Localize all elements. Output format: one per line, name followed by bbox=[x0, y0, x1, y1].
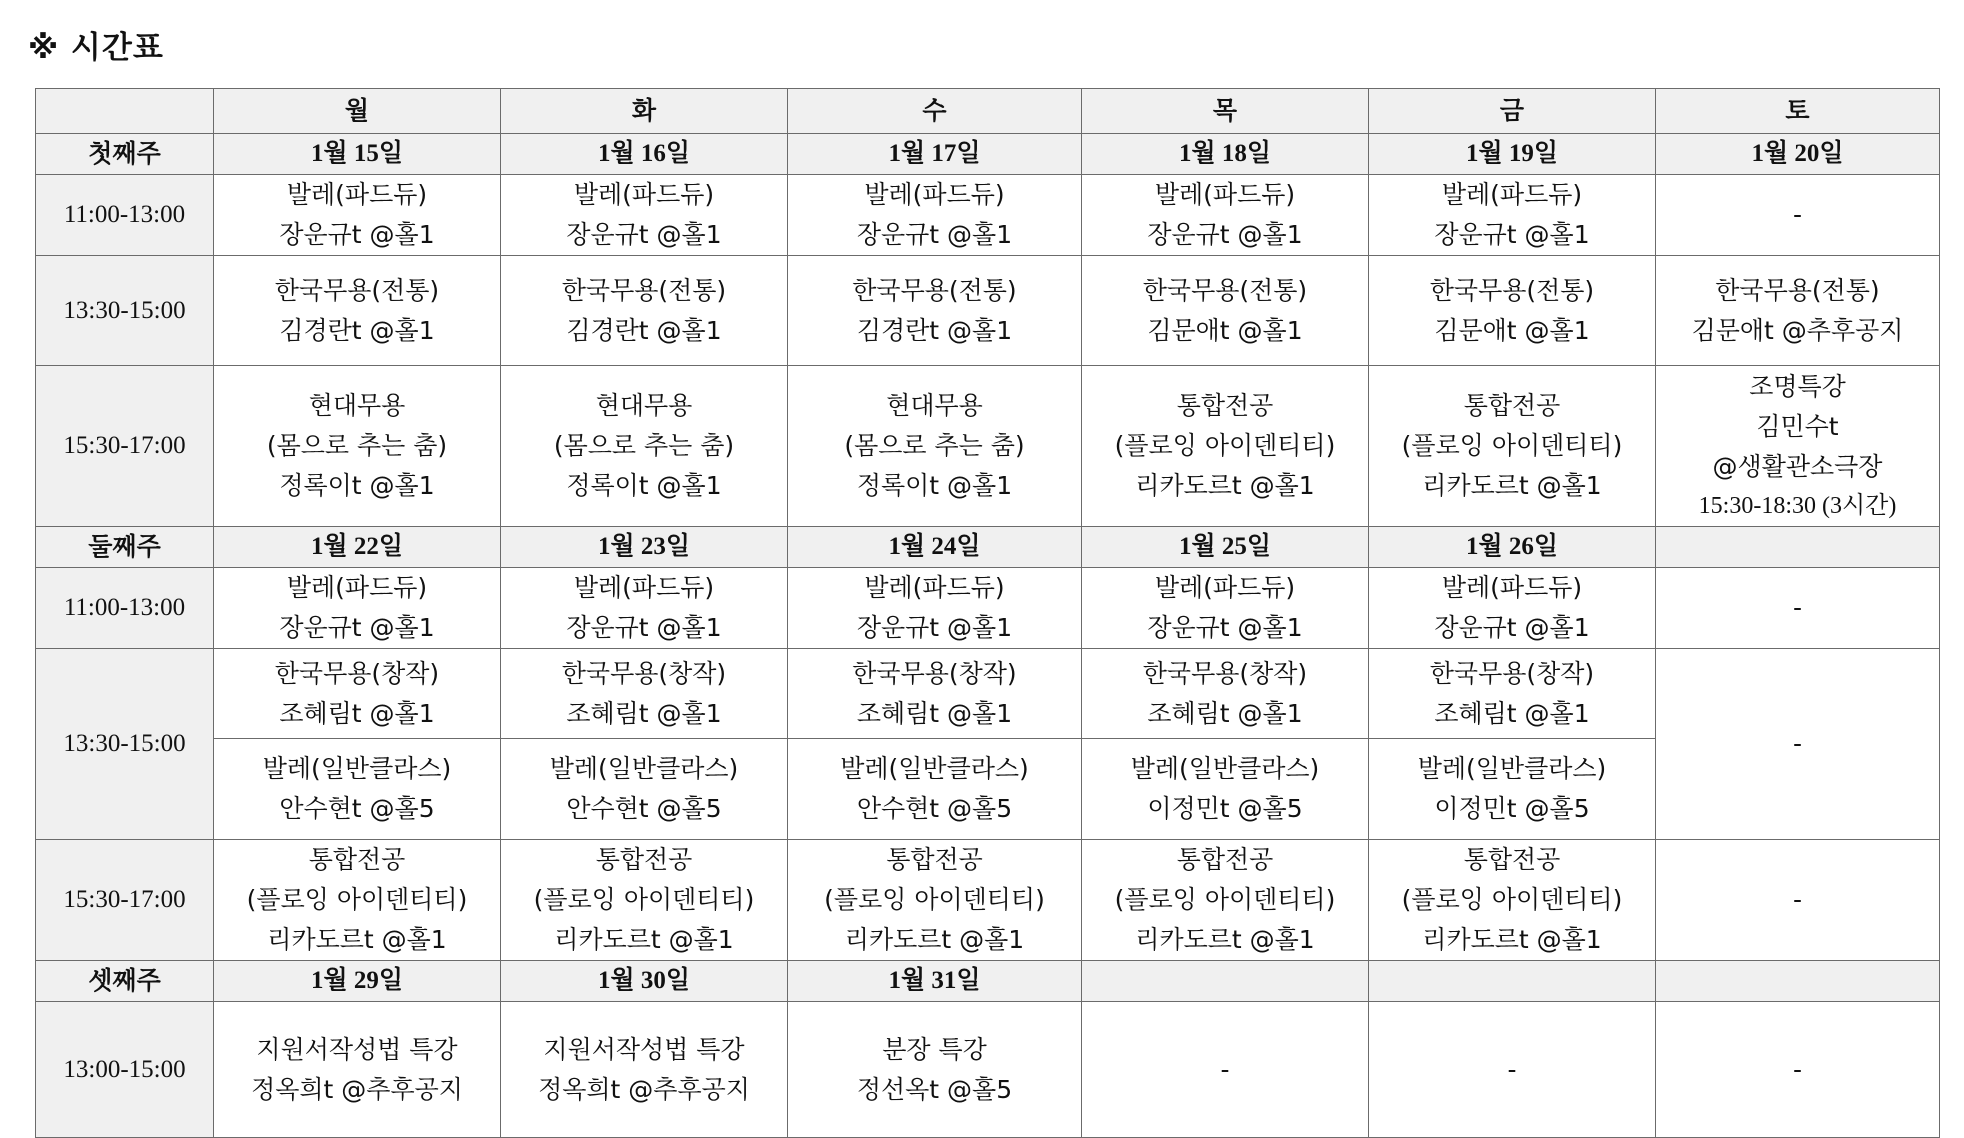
date-cell: 1월 15일 bbox=[214, 134, 501, 175]
date-cell bbox=[1656, 961, 1940, 1002]
class-line: - bbox=[1220, 1054, 1230, 1084]
class-line: 리카도르t @홀1 bbox=[267, 925, 447, 954]
date-cell: 1월 17일 bbox=[788, 134, 1082, 175]
class-line: (몸으로 추는 춤) bbox=[553, 431, 735, 460]
class-cell bbox=[1369, 649, 1656, 739]
week-label: 첫째주 bbox=[36, 134, 214, 175]
class-line: 한국무용(창작) bbox=[274, 658, 440, 688]
class-line: 김경란t @홀1 bbox=[566, 315, 722, 345]
class-cell bbox=[1082, 840, 1369, 961]
time-slot: 13:30-15:00 bbox=[36, 256, 214, 366]
class-line: 통합전공 bbox=[886, 845, 983, 874]
class-line: (플로잉 아이덴티티) bbox=[1114, 431, 1336, 460]
class-cell bbox=[1082, 256, 1369, 366]
class-cell bbox=[1082, 649, 1369, 739]
timetable bbox=[35, 88, 1940, 1138]
date-cell: 1월 26일 bbox=[1369, 527, 1656, 568]
class-line: 안수현t @홀5 bbox=[279, 794, 435, 823]
class-line: 발레(파드듀) bbox=[573, 573, 715, 602]
date-cell: 1월 31일 bbox=[788, 961, 1082, 1002]
class-cell bbox=[501, 175, 788, 256]
corner-cell bbox=[36, 89, 214, 134]
week-row bbox=[36, 527, 1940, 568]
class-cell bbox=[1082, 366, 1369, 527]
class-line: 발레(일반클라스) bbox=[262, 754, 452, 783]
date-cell: 1월 25일 bbox=[1082, 527, 1369, 568]
class-cell bbox=[1656, 1002, 1940, 1138]
day-header: 금 bbox=[1369, 89, 1656, 134]
time-slot: 11:00-13:00 bbox=[36, 175, 214, 256]
class-line: 장운규t @홀1 bbox=[566, 613, 722, 642]
class-line: 통합전공 bbox=[1463, 845, 1561, 874]
date-cell: 1월 23일 bbox=[501, 527, 788, 568]
class-row bbox=[36, 568, 1940, 649]
class-cell bbox=[1369, 366, 1656, 527]
class-cell bbox=[501, 840, 788, 961]
date-cell bbox=[1369, 961, 1656, 1002]
class-line: 리카도르t @홀1 bbox=[1422, 925, 1602, 954]
class-cell bbox=[1082, 1002, 1369, 1138]
day-header-row bbox=[36, 89, 1940, 134]
class-cell bbox=[501, 739, 788, 840]
class-line: 안수현t @홀5 bbox=[856, 794, 1013, 823]
date-cell: 1월 24일 bbox=[788, 527, 1082, 568]
class-line: 발레(일반클라스) bbox=[1130, 754, 1320, 783]
class-line: 장운규t @홀1 bbox=[856, 220, 1013, 249]
class-line: 장운규t @홀1 bbox=[856, 613, 1013, 642]
time-slot: 15:30-17:00 bbox=[36, 840, 214, 961]
class-cell bbox=[1656, 840, 1940, 961]
class-line: 장운규t @홀1 bbox=[566, 220, 722, 249]
class-cell bbox=[1369, 175, 1656, 256]
class-line: 한국무용(창작) bbox=[1142, 658, 1308, 688]
class-row bbox=[36, 175, 1940, 256]
date-cell: 1월 22일 bbox=[214, 527, 501, 568]
class-line: 정옥희t @추후공지 bbox=[251, 1074, 463, 1104]
date-cell bbox=[1656, 527, 1940, 568]
class-line: (플로잉 아이덴티티) bbox=[824, 885, 1045, 914]
class-line: 장운규t @홀1 bbox=[1147, 220, 1303, 249]
class-cell bbox=[788, 649, 1082, 739]
class-line: 조혜림t @홀1 bbox=[1434, 698, 1590, 728]
class-line: 발레(파드듀) bbox=[864, 180, 1005, 209]
class-line: 장운규t @홀1 bbox=[279, 613, 435, 642]
class-line: (몸으로 추는 춤) bbox=[844, 431, 1025, 460]
class-cell: - bbox=[1656, 649, 1940, 840]
class-line: 15:30-18:30 (3시간) bbox=[1698, 492, 1897, 519]
class-line: 발레(파드듀) bbox=[1154, 573, 1296, 602]
class-line: 리카도르t @홀1 bbox=[844, 925, 1025, 954]
class-line: 김문애t @홀1 bbox=[1147, 315, 1303, 345]
class-cell bbox=[1656, 256, 1940, 366]
class-line: 정옥희t @추후공지 bbox=[538, 1074, 750, 1104]
class-line: 조혜림t @홀1 bbox=[279, 698, 435, 728]
class-line: - bbox=[1507, 1054, 1517, 1084]
class-line: 현대무용 bbox=[595, 391, 693, 420]
class-cell bbox=[1082, 739, 1369, 840]
class-line: 김문애t @홀1 bbox=[1434, 315, 1590, 345]
class-line: 분장 특강 bbox=[882, 1034, 987, 1064]
week-label: 셋째주 bbox=[36, 961, 214, 1002]
class-cell bbox=[788, 175, 1082, 256]
class-cell bbox=[214, 840, 501, 961]
time-slot: 13:00-15:00 bbox=[36, 1002, 214, 1138]
class-line: 김민수t bbox=[1756, 411, 1839, 441]
class-line: - bbox=[1792, 885, 1803, 914]
week-label: 둘째주 bbox=[36, 527, 214, 568]
class-line: 발레(파드듀) bbox=[1441, 180, 1583, 209]
date-cell: 1월 30일 bbox=[501, 961, 788, 1002]
class-line: - bbox=[1792, 200, 1803, 229]
class-cell bbox=[501, 256, 788, 366]
class-line: 리카도르t @홀1 bbox=[1422, 471, 1602, 500]
class-line: 조혜림t @홀1 bbox=[566, 698, 722, 728]
class-line: 장운규t @홀1 bbox=[279, 220, 435, 249]
class-line: 통합전공 bbox=[1176, 391, 1274, 420]
class-line: @생활관소극장 bbox=[1712, 451, 1883, 481]
class-line: 지원서작성법 특강 bbox=[543, 1034, 745, 1064]
class-cell bbox=[214, 256, 501, 366]
time-slot: 13:30-15:00 bbox=[36, 649, 214, 840]
class-line: (플로잉 아이덴티티) bbox=[533, 885, 755, 914]
class-line: 조혜림t @홀1 bbox=[856, 698, 1013, 728]
class-row bbox=[36, 1002, 1940, 1138]
class-line: 발레(일반클라스) bbox=[1417, 754, 1607, 783]
class-cell bbox=[501, 568, 788, 649]
class-line: 리카도르t @홀1 bbox=[554, 925, 734, 954]
class-cell bbox=[1082, 175, 1369, 256]
class-row bbox=[36, 840, 1940, 961]
class-line: 발레(파드듀) bbox=[1154, 180, 1296, 209]
class-line: 발레(일반클라스) bbox=[549, 754, 739, 783]
class-line: 지원서작성법 특강 bbox=[256, 1034, 458, 1064]
class-line: 발레(파드듀) bbox=[864, 573, 1005, 602]
class-line: (플로잉 아이덴티티) bbox=[1401, 885, 1623, 914]
class-line: 한국무용(전통) bbox=[1142, 275, 1308, 305]
class-cell bbox=[788, 366, 1082, 527]
class-line: (플로잉 아이덴티티) bbox=[1114, 885, 1336, 914]
class-line: 정록이t @홀1 bbox=[279, 471, 435, 500]
class-cell bbox=[214, 568, 501, 649]
class-line: 발레(일반클라스) bbox=[840, 754, 1029, 783]
class-line: 한국무용(전통) bbox=[1429, 275, 1595, 305]
class-cell bbox=[501, 1002, 788, 1138]
class-line: 한국무용(창작) bbox=[852, 658, 1017, 688]
class-line: 김경란t @홀1 bbox=[279, 315, 435, 345]
class-line: 한국무용(전통) bbox=[561, 275, 727, 305]
week-row bbox=[36, 961, 1940, 1002]
page-title: ※ 시간표 bbox=[28, 30, 164, 66]
date-cell: 1월 29일 bbox=[214, 961, 501, 1002]
class-cell bbox=[788, 739, 1082, 840]
week-row bbox=[36, 134, 1940, 175]
class-line: 발레(파드듀) bbox=[573, 180, 715, 209]
class-line: 한국무용(창작) bbox=[1429, 658, 1595, 688]
class-line: 조혜림t @홀1 bbox=[1147, 698, 1303, 728]
day-header: 목 bbox=[1082, 89, 1369, 134]
class-line: 정선옥t @홀5 bbox=[856, 1074, 1013, 1104]
class-cell bbox=[1369, 568, 1656, 649]
class-line: 한국무용(전통) bbox=[852, 275, 1017, 305]
class-line: 리카도르t @홀1 bbox=[1135, 925, 1315, 954]
class-cell bbox=[1369, 739, 1656, 840]
class-line: 김문애t @추후공지 bbox=[1691, 315, 1904, 345]
class-line: 장운규t @홀1 bbox=[1147, 613, 1303, 642]
day-header: 수 bbox=[788, 89, 1082, 134]
class-line: - bbox=[1792, 1054, 1803, 1084]
class-cell bbox=[1656, 175, 1940, 256]
class-cell bbox=[1656, 366, 1940, 527]
class-line: (몸으로 추는 춤) bbox=[266, 431, 448, 460]
class-line: 조명특강 bbox=[1749, 371, 1846, 401]
class-cell bbox=[788, 256, 1082, 366]
class-line: (플로잉 아이덴티티) bbox=[1401, 431, 1623, 460]
day-header: 월 bbox=[214, 89, 501, 134]
time-slot: 11:00-13:00 bbox=[36, 568, 214, 649]
class-line: 장운규t @홀1 bbox=[1434, 613, 1590, 642]
class-line: 현대무용 bbox=[886, 391, 983, 420]
class-cell bbox=[1369, 840, 1656, 961]
class-line: 통합전공 bbox=[1463, 391, 1561, 420]
date-cell: 1월 20일 bbox=[1656, 134, 1940, 175]
class-row bbox=[36, 739, 1940, 840]
class-line: - bbox=[1792, 593, 1803, 622]
class-line: 한국무용(전통) bbox=[1715, 275, 1880, 305]
class-cell bbox=[1082, 568, 1369, 649]
class-cell bbox=[214, 739, 501, 840]
class-line: 발레(파드듀) bbox=[286, 180, 428, 209]
class-line: 한국무용(창작) bbox=[561, 658, 727, 688]
time-slot: 15:30-17:00 bbox=[36, 366, 214, 527]
class-line: 현대무용 bbox=[308, 391, 406, 420]
class-line: 이정민t @홀5 bbox=[1147, 794, 1303, 823]
class-line: 장운규t @홀1 bbox=[1434, 220, 1590, 249]
class-line: 정록이t @홀1 bbox=[856, 471, 1013, 500]
date-cell: 1월 19일 bbox=[1369, 134, 1656, 175]
class-cell bbox=[788, 1002, 1082, 1138]
class-line: (플로잉 아이덴티티) bbox=[246, 885, 468, 914]
day-header: 토 bbox=[1656, 89, 1940, 134]
class-line: 리카도르t @홀1 bbox=[1135, 471, 1315, 500]
day-header: 화 bbox=[501, 89, 788, 134]
class-cell bbox=[214, 175, 501, 256]
class-cell bbox=[214, 649, 501, 739]
class-line: 이정민t @홀5 bbox=[1434, 794, 1590, 823]
class-cell bbox=[1369, 256, 1656, 366]
class-cell bbox=[1656, 568, 1940, 649]
class-cell bbox=[214, 1002, 501, 1138]
class-line: 발레(파드듀) bbox=[286, 573, 428, 602]
date-cell: 1월 18일 bbox=[1082, 134, 1369, 175]
class-row bbox=[36, 256, 1940, 366]
class-cell bbox=[501, 649, 788, 739]
class-line: 통합전공 bbox=[308, 845, 406, 874]
class-row bbox=[36, 649, 1940, 739]
class-cell bbox=[788, 840, 1082, 961]
class-cell bbox=[1369, 1002, 1656, 1138]
date-cell bbox=[1082, 961, 1369, 1002]
class-line: 통합전공 bbox=[1176, 845, 1274, 874]
class-line: 통합전공 bbox=[595, 845, 693, 874]
class-line: 김경란t @홀1 bbox=[856, 315, 1013, 345]
class-line: 정록이t @홀1 bbox=[566, 471, 722, 500]
class-line: 발레(파드듀) bbox=[1441, 573, 1583, 602]
class-line: 안수현t @홀5 bbox=[566, 794, 722, 823]
class-row bbox=[36, 366, 1940, 527]
class-cell bbox=[214, 366, 501, 527]
class-cell bbox=[788, 568, 1082, 649]
class-cell bbox=[501, 366, 788, 527]
class-line: 한국무용(전통) bbox=[274, 275, 440, 305]
date-cell: 1월 16일 bbox=[501, 134, 788, 175]
